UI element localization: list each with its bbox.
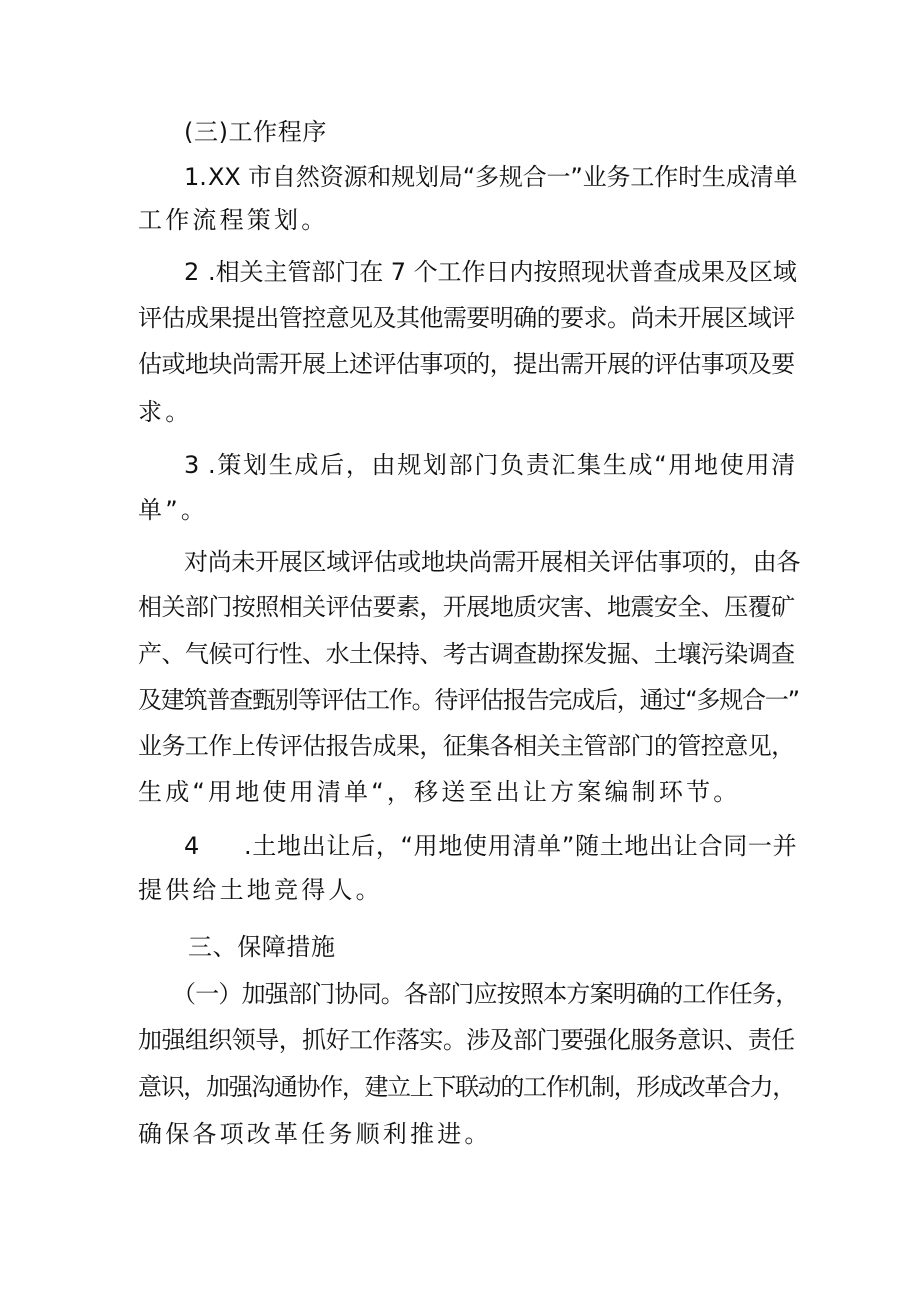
procedure-para-line1: 对尚未开展区域评估或地块尚需开展相关评估事项的，由各 — [184, 548, 801, 576]
item3-line1: .策划生成后，由规划部门负责汇集生成“用地使用清 — [208, 451, 797, 479]
item4-line1: .土地出让后，“用地使用清单”随土地出让合同一并 — [244, 832, 798, 860]
procedure-para-line6: 生成“用地使用清单“，移送至出让方案编制环节。 — [138, 778, 741, 806]
item1-number: 1. — [184, 163, 207, 191]
procedure-heading: (三)工作程序 — [184, 118, 327, 146]
item2-line2: 评估成果提出管控意见及其他需要明确的要求。尚未开展区域评 — [138, 304, 795, 332]
guarantee-para-line2: 加强组织领导，抓好工作落实。涉及部门要强化服务意识、责任 — [138, 1026, 795, 1054]
item2-line3: 估或地块尚需开展上述评估事项的，提出需开展的评估事项及要 — [138, 350, 795, 378]
item2-line1: .相关主管部门在 7 个工作日内按照现状普查成果及区域 — [208, 258, 797, 286]
procedure-para-line5: 业务工作上传评估报告成果，征集各相关主管部门的管控意见， — [138, 732, 795, 760]
item4-line2: 提供给土地竞得人。 — [138, 876, 383, 904]
procedure-para-line4: 及建筑普查甄别等评估工作。待评估报告完成后，通过“多规合一” — [138, 686, 799, 714]
item2-number: 2 — [184, 258, 200, 286]
item1-line2: 工作流程策划。 — [138, 206, 329, 234]
guarantee-para-line1: （一）加强部门协同。各部门应按照本方案明确的工作任务， — [172, 980, 799, 1008]
item2-line4: 求。 — [138, 398, 193, 426]
guarantee-para-line3: 意识，加强沟通协作，建立上下联动的工作机制，形成改革合力， — [138, 1073, 795, 1101]
guarantee-heading: 三、保障措施 — [188, 933, 336, 961]
item1-line1: XX 市自然资源和规划局“多规合一”业务工作时生成清单 — [208, 163, 798, 191]
procedure-para-line3: 产、气候可行性、水土保持、考古调查勘探发掘、土壤污染调查 — [138, 640, 795, 668]
item3-number: 3 — [184, 451, 200, 479]
guarantee-para-line4: 确保各项改革任务顺利推进。 — [138, 1120, 492, 1148]
item3-line2: 单”。 — [138, 496, 209, 524]
item4-number: 4 — [184, 832, 200, 860]
procedure-para-line2: 相关部门按照相关评估要素，开展地质灾害、地震安全、压覆矿 — [138, 593, 795, 621]
